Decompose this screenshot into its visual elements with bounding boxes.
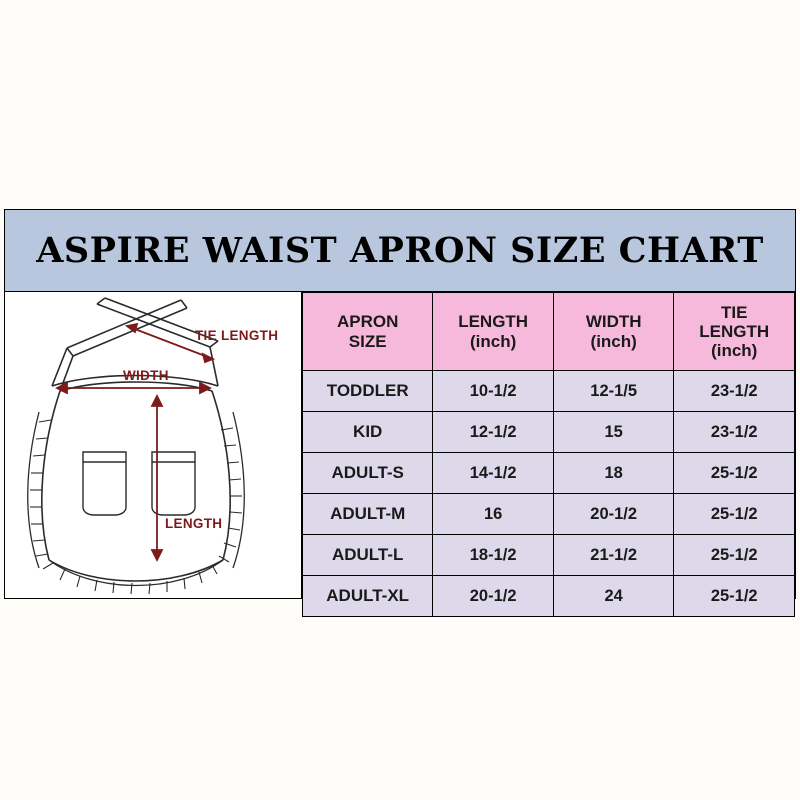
column-header-length — [433, 293, 554, 371]
tie-length-label: TIE LENGTH — [195, 328, 279, 343]
width-label: WIDTH — [123, 368, 169, 383]
table-header-row — [303, 293, 795, 371]
header-line-2: (inch) — [470, 331, 517, 351]
cell-tie: 25-1/2 — [674, 453, 795, 494]
cell-tie: 23-1/2 — [674, 371, 795, 412]
column-header-tie-length — [674, 293, 795, 371]
cell-tie: 25-1/2 — [674, 535, 795, 576]
cell-length: 12-1/2 — [433, 412, 554, 453]
cell-width: 12-1/5 — [553, 371, 674, 412]
header-line-1: APRON — [336, 312, 399, 332]
waist-apron-measurement-diagram — [5, 292, 302, 598]
cell-size: ADULT-M — [303, 494, 433, 535]
cell-size: ADULT-XL — [303, 576, 433, 617]
size-chart-card — [4, 209, 796, 605]
cell-tie: 23-1/2 — [674, 412, 795, 453]
column-header-apron-size — [303, 293, 433, 371]
header-line-1: TIE — [720, 302, 748, 322]
cell-length: 18-1/2 — [433, 535, 554, 576]
cell-size: TODDLER — [303, 371, 433, 412]
table-row — [303, 371, 795, 412]
cell-length: 20-1/2 — [433, 576, 554, 617]
table-row — [303, 453, 795, 494]
size-table — [302, 292, 795, 617]
size-table-pane — [302, 292, 795, 605]
cell-tie: 25-1/2 — [674, 576, 795, 617]
header-line-1: LENGTH — [458, 312, 529, 332]
table-row — [303, 576, 795, 617]
header-line-3: (inch) — [711, 341, 758, 361]
cell-size: ADULT-S — [303, 453, 433, 494]
cell-width: 24 — [553, 576, 674, 617]
header-line-2: SIZE — [348, 331, 387, 351]
header-line-2: LENGTH — [699, 321, 770, 341]
cell-width: 15 — [553, 412, 674, 453]
cell-size: KID — [303, 412, 433, 453]
cell-size: ADULT-L — [303, 535, 433, 576]
cell-length: 10-1/2 — [433, 371, 554, 412]
cell-length: 14-1/2 — [433, 453, 554, 494]
page-title: ASPIRE WAIST APRON SIZE CHART — [36, 230, 764, 271]
table-row — [303, 412, 795, 453]
length-label: LENGTH — [165, 516, 223, 531]
column-header-width — [553, 293, 674, 371]
chart-body — [5, 292, 795, 605]
table-row — [303, 494, 795, 535]
table-row — [303, 535, 795, 576]
cell-width: 21-1/2 — [553, 535, 674, 576]
chart-title-bar — [5, 210, 795, 292]
cell-width: 18 — [553, 453, 674, 494]
cell-tie: 25-1/2 — [674, 494, 795, 535]
header-line-1: WIDTH — [585, 312, 642, 332]
cell-length: 16 — [433, 494, 554, 535]
cell-width: 20-1/2 — [553, 494, 674, 535]
header-line-2: (inch) — [590, 331, 637, 351]
apron-illustration-svg — [5, 292, 301, 598]
